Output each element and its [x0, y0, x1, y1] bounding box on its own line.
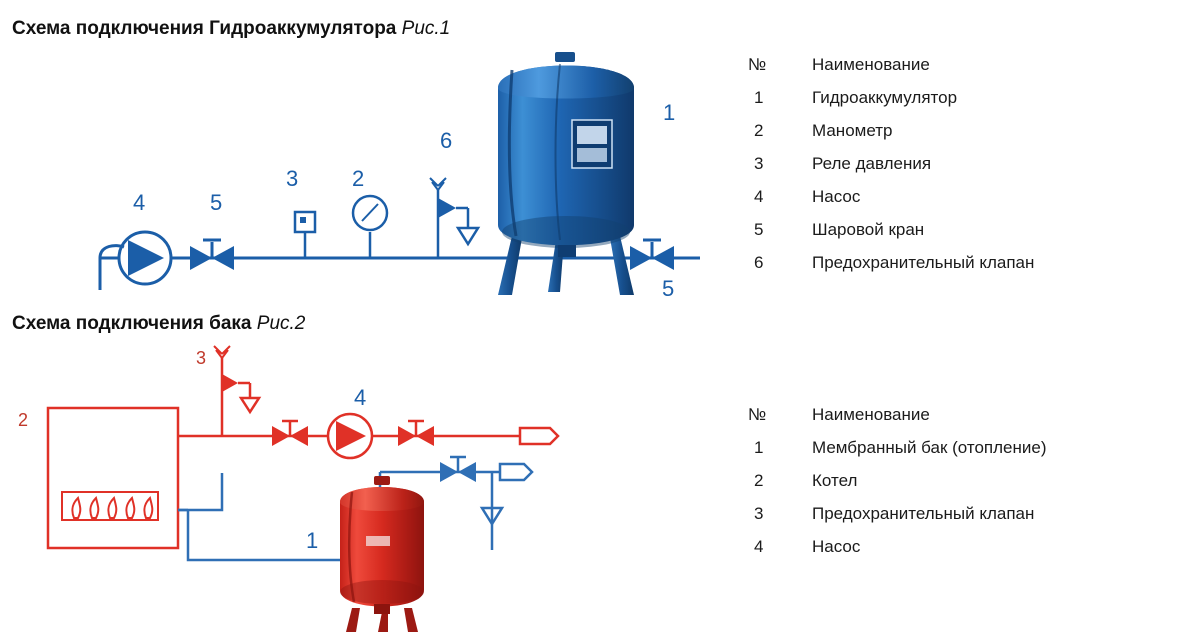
legend-1-num-4: 4 [754, 187, 764, 206]
callout-fig2-safety-valve: 3 [196, 348, 207, 368]
figure-2-title [12, 313, 305, 335]
manometer-symbol [353, 196, 387, 258]
ball-valve-red-right [398, 421, 434, 446]
legend-1-num-3: 3 [754, 154, 764, 173]
safety-valve-symbol [430, 178, 478, 258]
pressure-switch-symbol [295, 212, 315, 258]
figure-1-title [12, 18, 450, 40]
legend-1-name-3: Реле давления [812, 154, 932, 173]
callout-fig1-manometer: 2 [352, 166, 365, 191]
legend-1-name-4: Насос [812, 187, 861, 206]
callout-fig2-pump: 4 [354, 385, 367, 410]
ball-valve-left-symbol [190, 240, 234, 270]
legend-1-row-3 [748, 154, 1034, 187]
callout-fig2-membrane-tank: 1 [306, 528, 319, 553]
legend-1-row-6 [748, 253, 1034, 286]
legend-1-row-4 [748, 187, 1034, 220]
figure-1-title-text: Схема подключения Гидроаккумулятора [12, 18, 397, 39]
legend-2-name-2: Котел [812, 471, 858, 490]
legend-1-num-5: 5 [754, 220, 764, 239]
legend-2-row-1 [748, 438, 1047, 471]
figure-2-reference: Рис.2 [256, 313, 306, 334]
legend-2-name-1: Мембранный бак (отопление) [812, 438, 1047, 457]
legend-2-name-4: Насос [812, 537, 861, 556]
legend-2-num-3: 3 [754, 504, 764, 523]
callout-fig1-pump: 4 [133, 190, 146, 215]
boiler-symbol [48, 408, 178, 548]
legend-1-name-1: Гидроаккумулятор [812, 88, 958, 107]
figure-2-drawing [0, 340, 700, 644]
legend-1-row-1 [748, 88, 1034, 121]
legend-1-row-5 [748, 220, 1034, 253]
legend-2-row-4 [748, 537, 1047, 570]
ball-valve-red-left [272, 421, 308, 446]
callout-fig1-tank: 1 [663, 100, 676, 125]
legend-figure-1 [748, 55, 1034, 286]
legend-1-name-6: Предохранительный клапан [812, 253, 1035, 272]
legend-2-num-2: 2 [754, 471, 764, 490]
callout-fig1-ball-valve-right: 5 [662, 276, 675, 301]
legend-1-num-2: 2 [754, 121, 764, 140]
legend-figure-2 [748, 405, 1047, 570]
legend-2-header-name: Наименование [812, 405, 930, 424]
legend-2-num-4: 4 [754, 537, 764, 556]
callout-fig1-safety-valve: 6 [440, 128, 453, 153]
legend-1-num-6: 6 [754, 253, 764, 272]
legend-2-header-row [748, 405, 1047, 438]
figure-1-reference: Рис.1 [401, 18, 451, 39]
pump-symbol [100, 232, 171, 290]
legend-2-row-3 [748, 504, 1047, 537]
pump-symbol-fig2 [328, 414, 372, 458]
legend-2-header-num: № [748, 405, 767, 424]
legend-1-num-1: 1 [754, 88, 764, 107]
legend-1-header-row [748, 55, 1034, 88]
legend-2-name-3: Предохранительный клапан [812, 504, 1035, 523]
legend-1-row-2 [748, 121, 1034, 154]
ball-valve-right-symbol [630, 240, 700, 270]
safety-valve-symbol-fig2 [214, 346, 259, 436]
legend-1-header-name: Наименование [812, 55, 930, 74]
legend-1-name-2: Манометр [812, 121, 893, 140]
legend-2-row-2 [748, 471, 1047, 504]
figure-1-drawing [60, 40, 720, 325]
callout-fig1-pressure-switch: 3 [286, 166, 299, 191]
legend-1-header-num: № [748, 55, 767, 74]
callout-fig2-boiler: 2 [18, 410, 29, 430]
legend-2-num-1: 1 [754, 438, 764, 457]
legend-1-name-5: Шаровой кран [812, 220, 925, 239]
membrane-tank [340, 476, 424, 632]
callout-fig1-ball-valve-left: 5 [210, 190, 223, 215]
figure-2-title-text: Схема подключения бака [12, 313, 252, 334]
